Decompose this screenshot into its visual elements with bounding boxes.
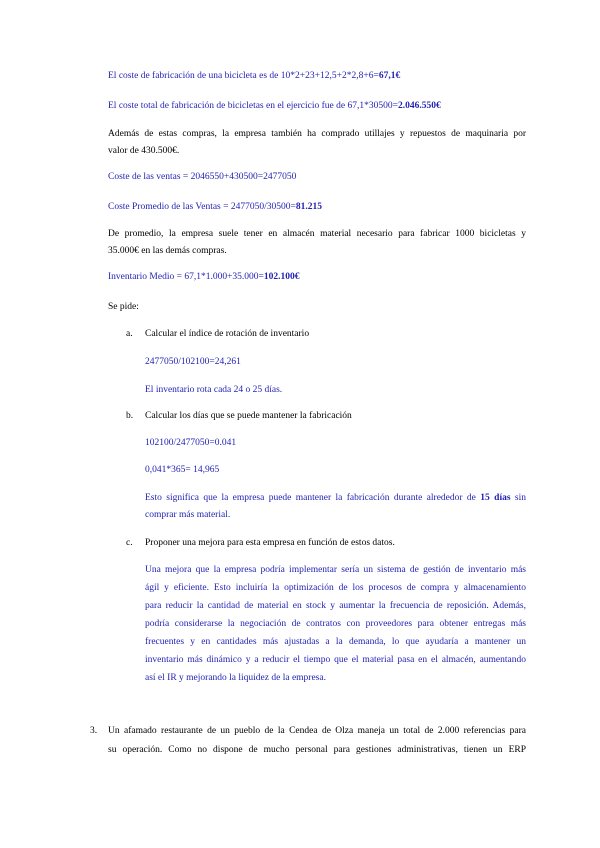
item-a-note: El inventario rota cada 24 o 25 días. xyxy=(145,385,283,395)
item-b-note-line2: comprar más material. xyxy=(145,510,231,520)
item-a-calculation: 2477050/102100=24,261 xyxy=(145,357,241,367)
question-3-line1: Un afamado restaurante de un pueblo de la Cendea de Olza maneja un total de 2.000 referencias para xyxy=(108,726,526,736)
question-3-line2: su operación. Como no dispone de mucho personal para gestiones administrativas, tienen un ERP xyxy=(108,745,526,755)
item-a-label: Calcular el índice de rotación de inventario xyxy=(145,329,310,339)
item-b-label: Calcular los días que se puede mantener la fabricación xyxy=(145,411,352,421)
paragraph-average-stock-line1: De promedio, la empresa suele tener en almacén material necesario para fabricar 1000 bicicletas y xyxy=(108,229,526,239)
item-c-proposal-line5: frecuentes y en cantidades más ajustadas a la demanda, lo que ayudaría a mantener un xyxy=(145,637,526,647)
item-c-proposal-line2: ágil y eficiente. Esto incluiría la optimización de los procesos de compra y almacenamiento xyxy=(145,583,526,593)
item-b-calculation-2: 0,041*365= 14,965 xyxy=(145,465,220,475)
paragraph-other-purchases-line2: valor de 430.500€. xyxy=(108,146,180,156)
paragraph-unit-cost: El coste de fabricación de una bicicleta es de 10*2+23+12,5+2*2,8+6=67,1€ xyxy=(108,71,401,81)
item-c-label: Proponer una mejora para esta empresa en función de estos datos. xyxy=(145,538,395,548)
item-b-calculation-1: 102100/2477050=0.041 xyxy=(145,438,237,448)
paragraph-average-stock-line2: 35.000€ en las demás compras. xyxy=(108,246,227,256)
item-b-marker: b. xyxy=(126,411,134,421)
item-c-proposal-line6: inventario más dinámico y a reducir el tiempo que el material pasa en el almacén, aumentando xyxy=(145,655,526,665)
item-c-proposal-line1: Una mejora que la empresa podría implementar sería un sistema de gestión de inventario más xyxy=(145,565,526,575)
item-c-proposal-line3: para reducir la cantidad de material en stock y aumentar la frecuencia de reposición. Además, xyxy=(145,601,526,611)
item-c-proposal-line4: podría considerarse la negociación de contratos con proveedores para obtener entregas más xyxy=(145,619,526,629)
item-c-marker: c. xyxy=(126,538,133,548)
paragraph-total-cost: El coste total de fabricación de bicicletas en el ejercicio fue de 67,1*30500=2.046.550€ xyxy=(108,101,441,111)
question-3-number: 3. xyxy=(90,726,98,736)
item-b-note-line1: Esto significa que la empresa puede mantener la fabricación durante alrededor de 15 días sin xyxy=(145,493,526,503)
paragraph-average-sales-cost: Coste Promedio de las Ventas = 2477050/30500=81.215 xyxy=(108,202,322,212)
paragraph-average-inventory: Inventario Medio = 67,1*1.000+35.000=102.100€ xyxy=(108,272,300,282)
item-c-proposal-line7: así el IR y mejorando la liquidez de la empresa. xyxy=(145,673,326,683)
paragraph-required: Se pide: xyxy=(108,302,139,312)
item-a-marker: a. xyxy=(126,329,133,339)
paragraph-other-purchases-line1: Además de estas compras, la empresa también ha comprado utillajes y repuestos de maquinaria por xyxy=(108,129,526,139)
paragraph-sales-cost: Coste de las ventas = 2046550+430500=2477050 xyxy=(108,172,297,182)
